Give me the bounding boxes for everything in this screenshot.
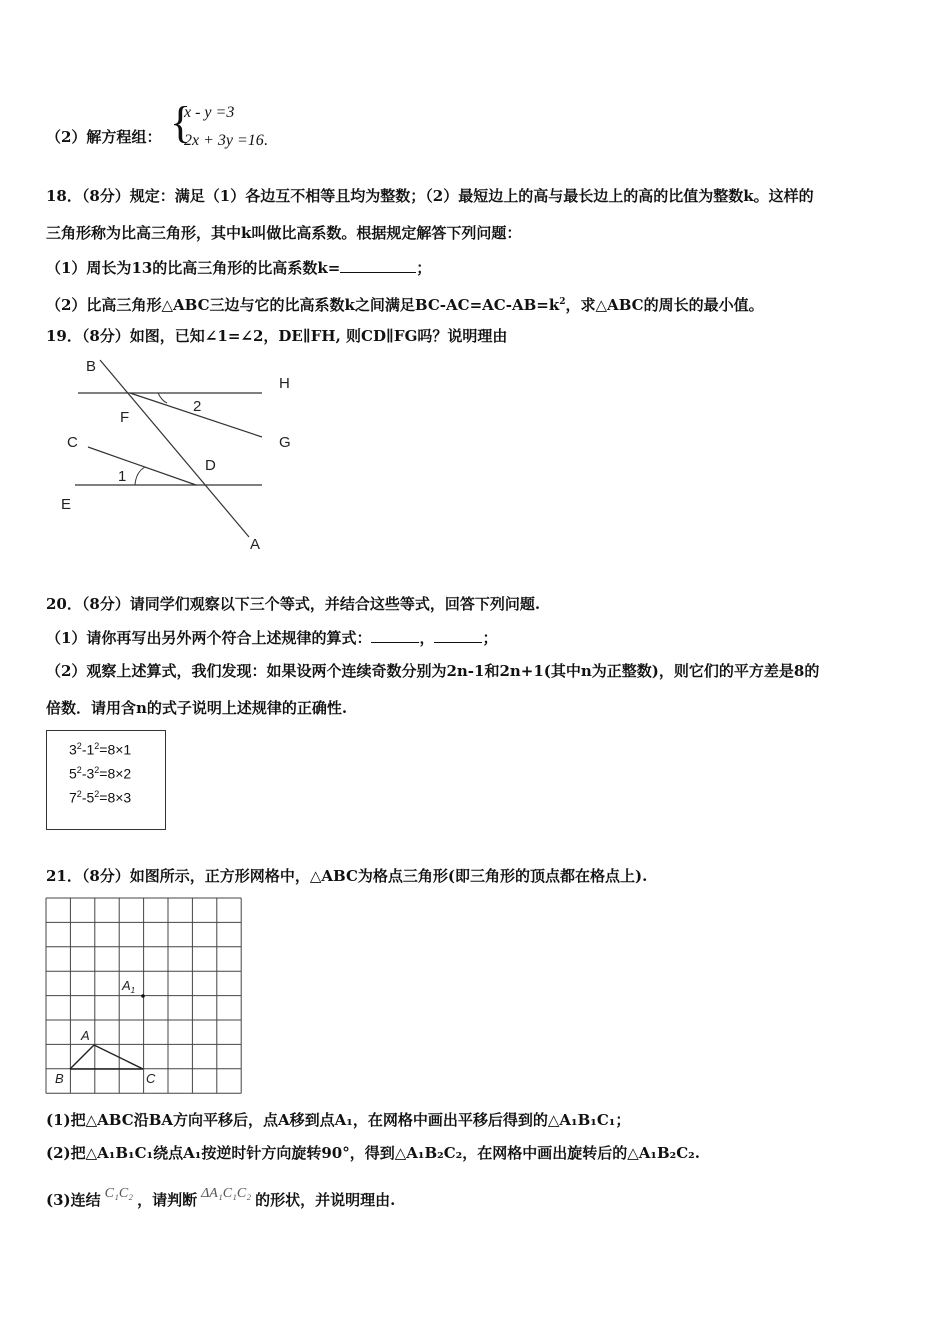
q20-part-2-line-2: 倍数．请用含n的式子说明上述规律的正确性.: [46, 699, 348, 717]
label-grid-b: B: [55, 1071, 64, 1086]
point-a1: [141, 994, 145, 998]
label-G: G: [279, 434, 291, 451]
equation-row: $5^2-3^2=8\times 2$: [69, 765, 132, 782]
label-grid-c: C: [146, 1071, 156, 1086]
equation-row: $7^2-5^2=8\times 3$: [69, 789, 132, 806]
triangle-a1c1c2: ΔA₁C₁C₂: [201, 1186, 252, 1201]
label-2: 2: [193, 398, 202, 415]
q18-part-2: （2）比高三角形△ABC三边与它的比高系数k之间满足$BC-AC=AC-AB=k^2$，求△ABC的周长的最小值。: [46, 296, 764, 314]
equation-row: $3^2-1^2=8\times 1$: [69, 741, 132, 758]
label-B: B: [86, 358, 97, 375]
label-C: C: [67, 434, 78, 451]
label-A: A: [250, 536, 261, 553]
label-1: 1: [118, 468, 127, 485]
q18-part-1: （1）周长为13的比高三角形的比高系数k= ；: [46, 259, 432, 277]
q21-line-1: 21．（8分）如图所示，正方形网格中，△ABC为格点三角形(即三角形的顶点都在格点上).: [46, 867, 648, 885]
q17-part2-label: （2）解方程组：: [46, 128, 162, 146]
q21-part-1: (1)把△ABC沿BA方向平移后，点A移到点A₁，在网格中画出平移后得到的△A₁B₁C₁；: [46, 1111, 631, 1129]
q20-line-1: 20．（8分）请同学们观察以下三个等式，并结合这些等式，回答下列问题.: [46, 595, 541, 613]
q20-part-2-line-1: （2）观察上述算式，我们发现：如果设两个连续奇数分别为2n-1和2n+1(其中n为正整数)，则它们的平方差是8的: [46, 662, 820, 680]
label-E: E: [61, 496, 72, 513]
q19-line-1: 19．（8分）如图，已知∠1=∠2，DE∥FH, 则CD∥FG吗？说明理由: [46, 327, 508, 345]
label-F: F: [120, 409, 130, 426]
label-a1: $A_1$: [122, 978, 136, 995]
q17-equation-1: x - y =3: [184, 104, 235, 121]
q21-part-3: (3)连结 C₁C₂ ，请判断 ΔA₁C₁C₂ 的形状，并说明理由.: [46, 1186, 396, 1209]
q20-part-1: （1）请你再写出另外两个符合上述规律的算式： ， ；: [46, 629, 498, 647]
segment-c1c2: C₁C₂: [104, 1186, 134, 1201]
triangle-side-ac: [94, 1045, 143, 1069]
q21-part-2: (2)把△A₁B₁C₁绕点A₁按逆时针方向旋转90°，得到△A₁B₂C₂，在网格中画出旋转后的△A₁B₂C₂.: [46, 1144, 700, 1162]
label-D: D: [205, 457, 216, 474]
equation-brace: {: [170, 98, 192, 147]
q18-line-2: 三角形称为比高三角形，其中k叫做比高系数。根据规定解答下列问题：: [46, 224, 522, 242]
q18-line-1: 18．（8分）规定：满足（1）各边互不相等且均为整数；（2）最短边上的高与最长边上的高的比值为整数k。这样的: [46, 187, 814, 205]
label-H: H: [279, 375, 290, 392]
q17-equation-2: 2x + 3y =16.: [184, 132, 268, 149]
label-grid-a: A: [81, 1028, 90, 1043]
triangle-side-ab: [70, 1045, 94, 1069]
